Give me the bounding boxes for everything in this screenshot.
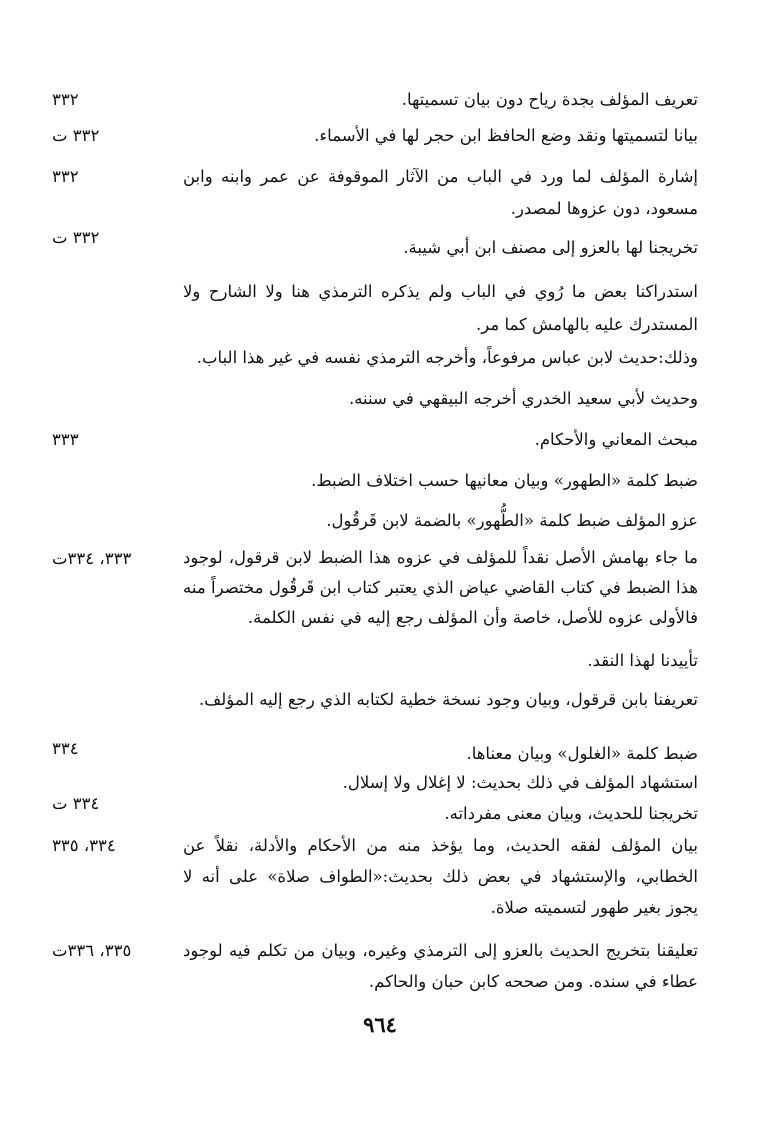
index-entry: تخريجنا لها بالعزو إلى مصنف ابن أبي شيبة. [403, 238, 698, 257]
page-reference: ٣٣٥، ٣٣٦ت [52, 941, 132, 960]
index-entry: استشهاد المؤلف في ذلك بحديث: لا إغلال ولا إسلال. [342, 773, 698, 792]
index-entry: تعريف المؤلف بجدة رياح دون بيان تسميتها. [401, 90, 698, 109]
page-reference: ٣٣٣ [52, 430, 79, 449]
index-entry: تعليقنا بتخريج الحديث بالعزو إلى الترمذي وغيره، وبيان من تكلم فيه لوجود عطاء في سنده. ومن صححه كابن حبان والحاكم. [183, 941, 698, 991]
index-entry: مبحث المعاني والأحكام. [534, 430, 698, 449]
page-reference: ٣٣٢ ت [52, 228, 100, 247]
index-entry: وذلك:حديث لابن عباس مرفوعاً، وأخرجه الترمذي نفسه في غير هذا الباب. [196, 348, 698, 367]
index-entry: بيان المؤلف لفقه الحديث، وما يؤخذ منه من الأحكام والأدلة، نقلاً عن الخطابي، والإستشهاد في بعض ذلك بحديث:«الطواف صلاة» على أنه لا يجوز بغير طهور لتسميته صلاة. [183, 836, 698, 917]
index-entry: بيانا لتسميتها ونقد وضع الحافظ ابن حجر لها في الأسماء. [314, 126, 698, 145]
index-entry: تخريجنا للحديث، وبيان معنى مفرداته. [444, 804, 698, 823]
page-reference: ٣٣٢ ت [52, 126, 100, 145]
index-entry: ضبط كلمة «الطهور» وبيان معانيها حسب اختلاف الضبط. [311, 471, 698, 490]
page-reference: ٣٣٤ [52, 739, 79, 758]
page-reference: ٣٣٢ [52, 90, 79, 109]
page-number: ٩٦٤ [363, 1012, 397, 1037]
page-reference: ٣٣٤، ٣٣٥ [52, 836, 116, 855]
index-entry: ما جاء بهامش الأصل نقداً للمؤلف في عزوه هذا الضبط لابن قرقول، لوجود هذا الضبط في كتاب القاضي عياض الذي يعتبر كتاب ابن قَرقُول مختصراً منه فالأولى عزوه للأصل، خاصة وأن المؤلف رجع إليه في نفس الكلمة. [183, 548, 698, 627]
index-entry: ضبط كلمة «الغلول» وبيان معناها. [466, 744, 698, 763]
index-entry: تأييدنا لهذا النقد. [587, 651, 698, 670]
index-entry: وحديث لأبي سعيد الخدري أخرجه البيقهي في سننه. [348, 389, 698, 408]
page-reference: ٣٣٢ [52, 167, 79, 186]
page-reference: ٣٣٣، ٣٣٤ت [52, 549, 132, 568]
index-entry: استدراكنا بعض ما رُوي في الباب ولم يذكره الترمذي هنا ولا الشارح ولا المستدرك عليه بالهامش كما مر. [183, 282, 698, 334]
page-reference: ٣٣٤ ت [52, 794, 100, 813]
index-entry: تعريفنا بابن قرقول، وبيان وجود نسخة خطية لكتابه الذي رجع إليه المؤلف. [198, 690, 698, 709]
index-entry: إشارة المؤلف لما ورد في الباب من الآثار الموقوفة عن عمر وابنه وابن مسعود، دون عزوها لمصدر. [183, 167, 698, 218]
index-entry: عزو المؤلف ضبط كلمة «الطُّهور» بالضمة لابن قَرقُول. [326, 511, 698, 530]
